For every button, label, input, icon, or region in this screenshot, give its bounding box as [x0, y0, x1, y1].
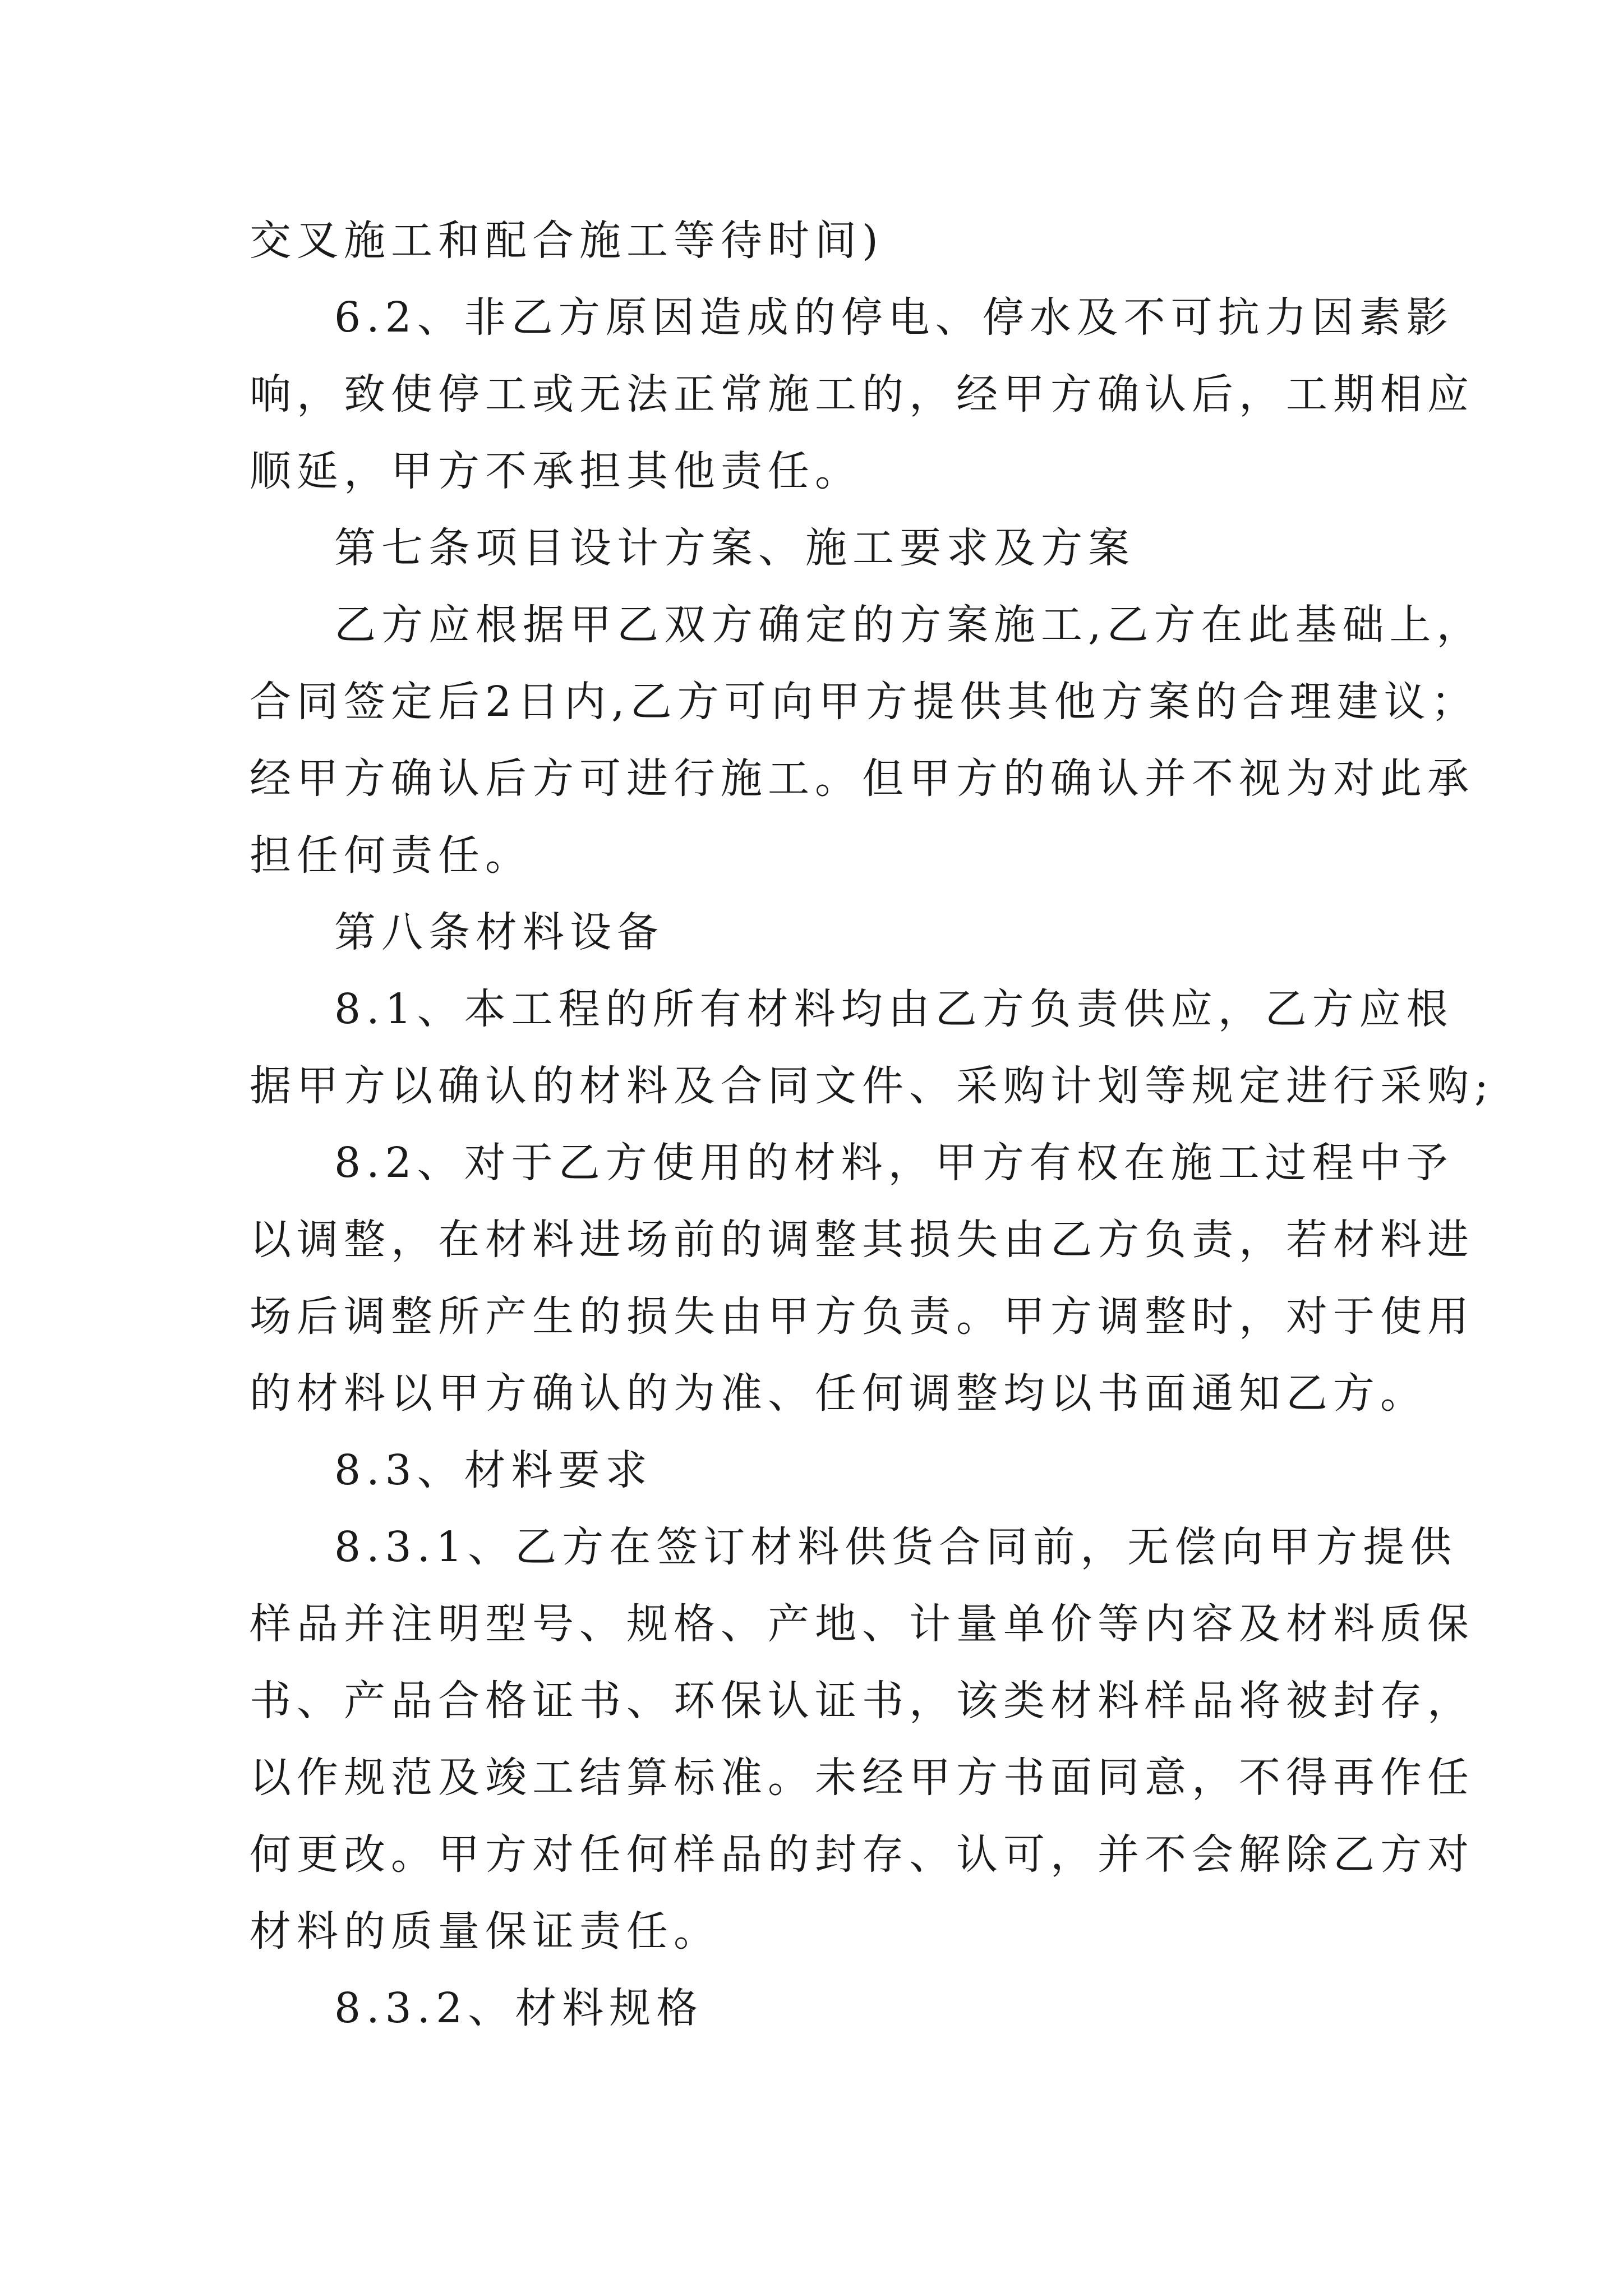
text-line: 以调整，在材料进场前的调整其损失由乙方负责，若材料进 — [250, 1216, 1474, 1264]
text-line: 8.3、材料要求 — [334, 1446, 653, 1494]
text-line: 8.3.1、乙方在签订材料供货合同前，无偿向甲方提供 — [334, 1523, 1458, 1571]
text-line: 样品并注明型号、规格、产地、计量单价等内容及材料质保 — [250, 1600, 1474, 1648]
text-line: 8.2、对于乙方使用的材料，甲方有权在施工过程中予 — [334, 1139, 1454, 1187]
text-line: 乙方应根据甲乙双方确定的方案施工,乙方在此基础上， — [334, 601, 1484, 649]
text-line: 6.2、非乙方原因造成的停电、停水及不可抗力因素影 — [334, 293, 1454, 342]
text-line: 何更改。甲方对任何样品的封存、认可，并不会解除乙方对 — [250, 1830, 1474, 1879]
text-line: 担任何责任。 — [250, 831, 532, 880]
text-line: 据甲方以确认的材料及合同文件、采购计划等规定进行采购; — [250, 1062, 1494, 1110]
text-line: 8.1、本工程的所有材料均由乙方负责供应，乙方应根 — [334, 985, 1454, 1033]
text-line: 场后调整所产生的损失由甲方负责。甲方调整时，对于使用 — [250, 1292, 1474, 1341]
text-line: 以作规范及竣工结算标准。未经甲方书面同意，不得再作任 — [250, 1754, 1474, 1802]
section-heading: 第七条项目设计方案、施工要求及方案 — [334, 524, 1135, 572]
text-line: 合同签定后2日内,乙方可向甲方提供其他方案的合理建议； — [250, 678, 1478, 726]
text-line: 材料的质量保证责任。 — [250, 1907, 721, 1955]
text-line: 响，致使停工或无法正常施工的，经甲方确认后，工期相应 — [250, 370, 1474, 418]
text-line: 书、产品合格证书、环保认证书，该类材料样品将被封存， — [250, 1677, 1474, 1725]
text-line: 经甲方确认后方可进行施工。但甲方的确认并不视为对此承 — [250, 754, 1474, 803]
text-line: 8.3.2、材料规格 — [334, 1984, 704, 2032]
text-line: 的材料以甲方确认的为准、任何调整均以书面通知乙方。 — [250, 1369, 1427, 1418]
text-line: 交叉施工和配合施工等待时间) — [250, 217, 884, 265]
section-heading: 第八条材料设备 — [334, 908, 664, 956]
text-line: 顺延，甲方不承担其他责任。 — [250, 447, 862, 495]
